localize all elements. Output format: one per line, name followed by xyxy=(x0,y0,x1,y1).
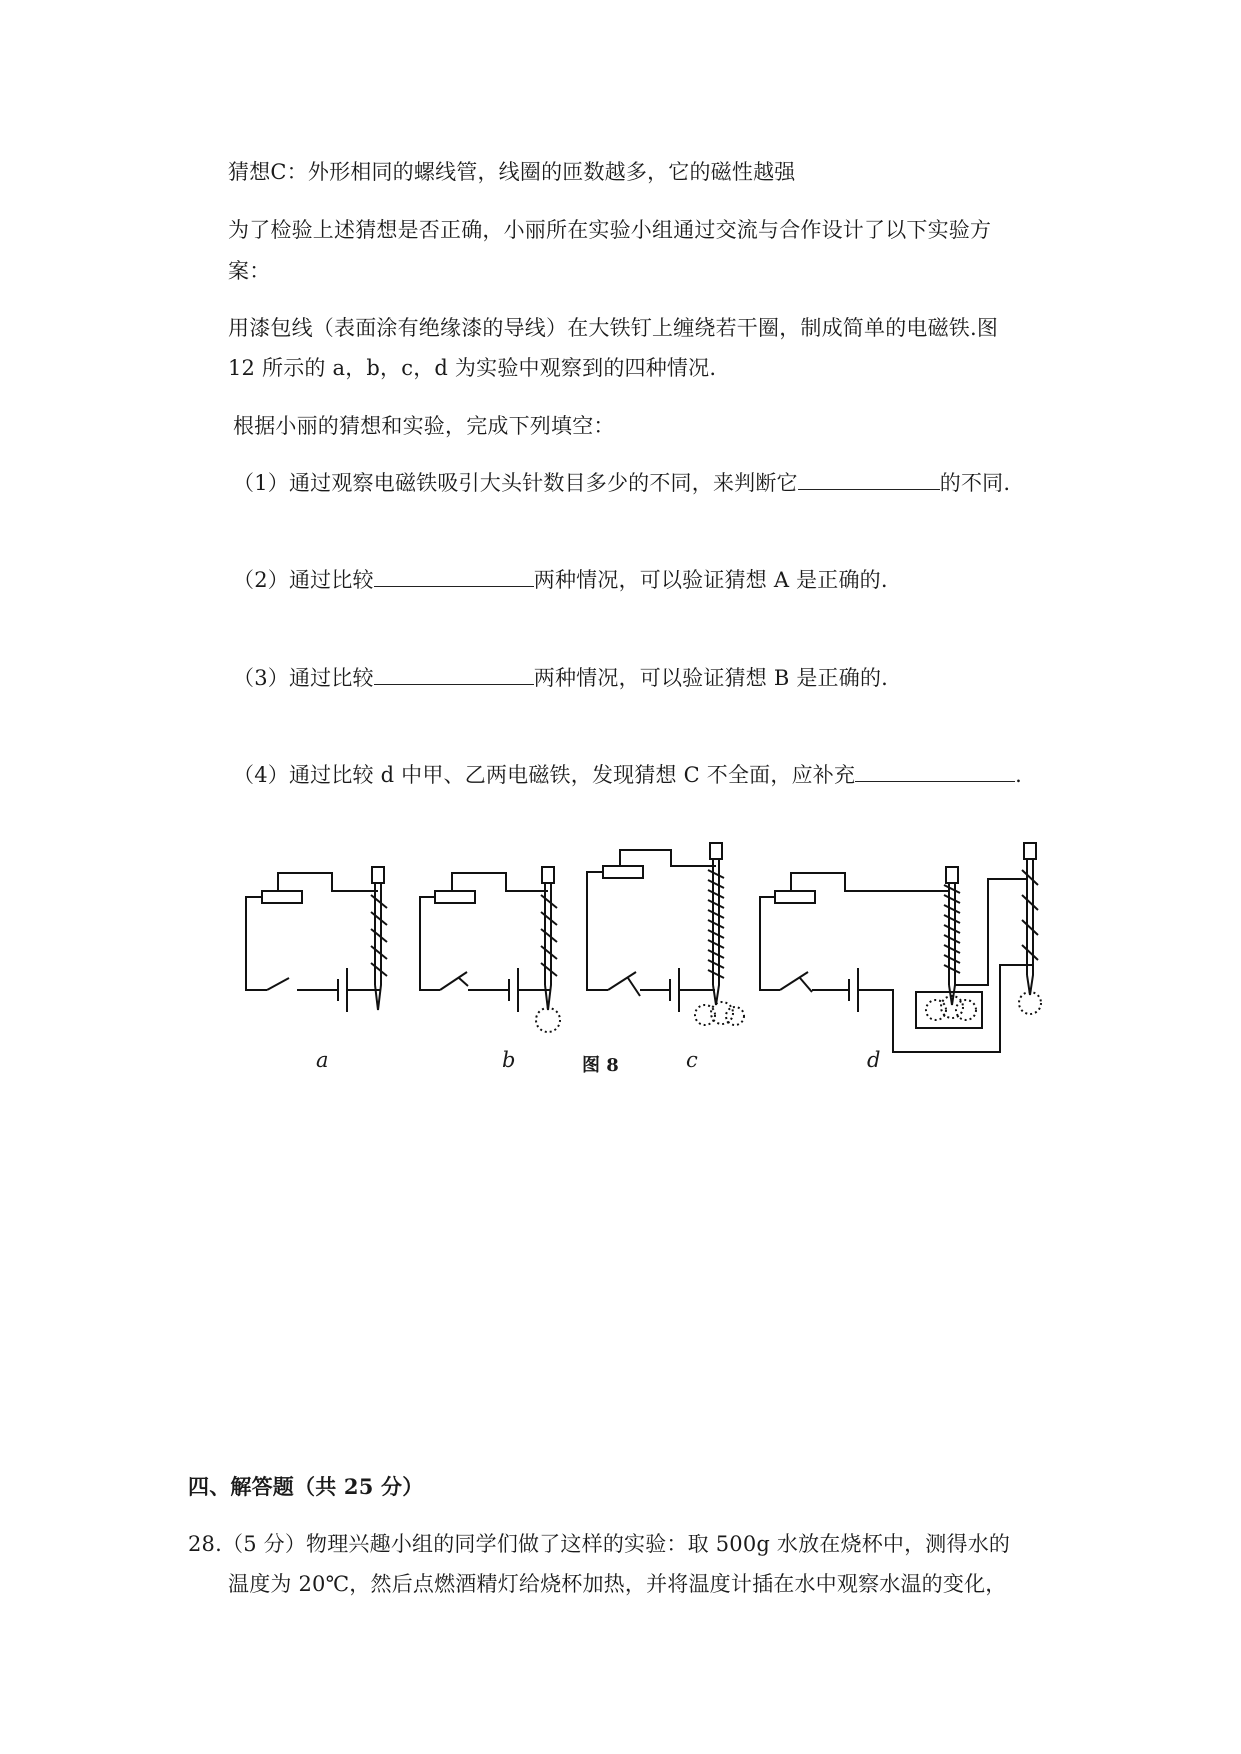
question-28-line1: 28.（5 分）物理兴趣小组的同学们做了这样的实验：取 500g 水放在烧杯中，测得水的 xyxy=(188,1532,1011,1556)
question-1-prefix: （1）通过观察电磁铁吸引大头针数目多少的不同，来判断它 xyxy=(233,471,798,495)
question-3-prefix: （3）通过比较 xyxy=(233,666,374,690)
question-2-prefix: （2）通过比较 xyxy=(233,568,374,592)
question-2-suffix: 两种情况，可以验证猜想 A 是正确的. xyxy=(533,568,888,592)
question-3-suffix: 两种情况，可以验证猜想 B 是正确的. xyxy=(533,666,889,690)
figure-title: 图 8 xyxy=(582,1055,619,1076)
figure-label-c: c xyxy=(686,1048,698,1072)
intro-text-line2: 案： xyxy=(228,259,271,283)
circuit-d xyxy=(760,843,1041,1052)
intro-text-line1: 为了检验上述猜想是否正确，小丽所在实验小组通过交流与合作设计了以下实验方 xyxy=(228,218,992,242)
question-4-suffix: . xyxy=(1015,763,1023,787)
figure-label-a: a xyxy=(316,1048,329,1072)
circuit-a xyxy=(246,867,387,1012)
section-heading: 四、解答题（共 25 分） xyxy=(188,1474,424,1499)
guess-c-text: 猜想C：外形相同的螺线管，线圈的匝数越多，它的磁性越强 xyxy=(228,160,796,184)
circuit-b xyxy=(420,867,560,1032)
circuit-c xyxy=(587,843,744,1025)
question-1-suffix: 的不同. xyxy=(939,471,1011,495)
figure-label-b: b xyxy=(502,1048,516,1072)
question-28-line2: 温度为 20℃，然后点燃酒精灯给烧杯加热，并将温度计插在水中观察水温的变化， xyxy=(228,1572,1007,1596)
figure-label-d: d xyxy=(867,1048,881,1072)
method-text-line2: 12 所示的 a，b，c，d 为实验中观察到的四种情况. xyxy=(228,356,717,380)
question-4-prefix: （4）通过比较 d 中甲、乙两电磁铁，发现猜想 C 不全面，应补充 xyxy=(233,763,856,787)
method-text-line1: 用漆包线（表面涂有绝缘漆的导线）在大铁钉上缠绕若干圈，制成简单的电磁铁.图 xyxy=(228,316,999,340)
prompt-text: 根据小丽的猜想和实验，完成下列填空： xyxy=(233,414,615,438)
